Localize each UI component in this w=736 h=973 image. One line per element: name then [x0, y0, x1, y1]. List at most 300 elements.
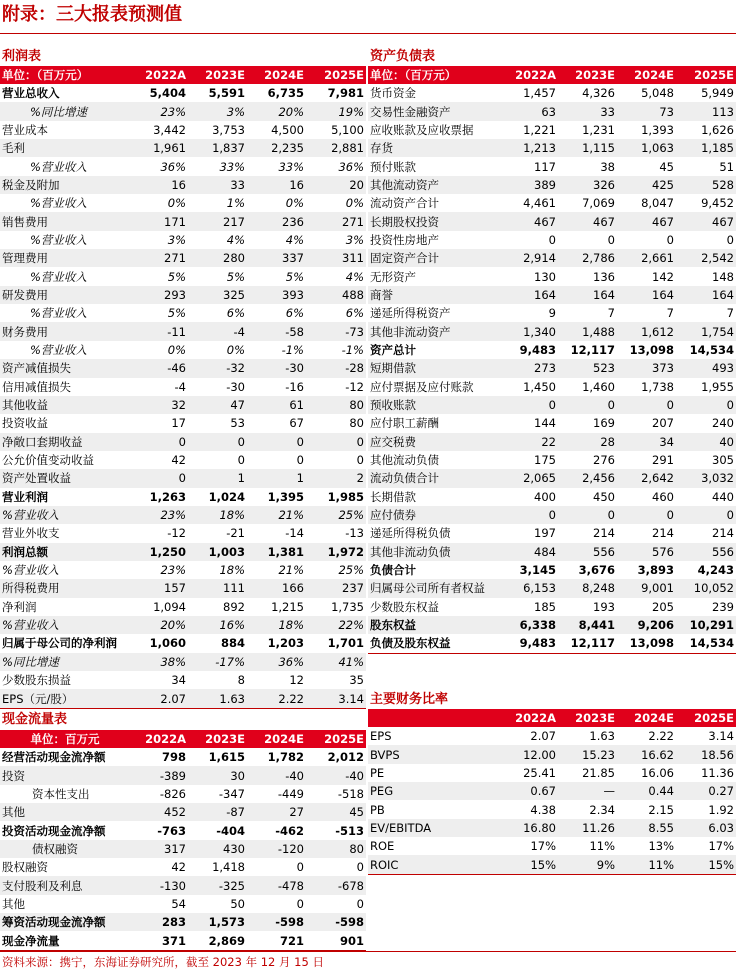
table-row — [0, 396, 366, 414]
row-label: %同比增速 — [0, 102, 130, 120]
row-label: 投资 — [0, 766, 130, 784]
table-row — [368, 561, 736, 579]
row-value: -28 — [306, 359, 366, 377]
row-value: 2.34 — [589, 802, 615, 817]
row-value: -30 — [247, 359, 306, 377]
row-label: 现金净流量 — [0, 931, 130, 950]
row-value: 1,612 — [617, 322, 676, 340]
row-value: 373 — [617, 359, 676, 377]
row-value: 35 — [349, 673, 364, 688]
table-row — [0, 876, 366, 894]
row-value: 38% — [130, 653, 188, 671]
row-label: 资产总计 — [370, 342, 416, 357]
row-value: 1,340 — [500, 322, 558, 340]
row-value: 0 — [676, 396, 736, 414]
row-value: 3% — [188, 102, 247, 120]
row-value: 276 — [593, 453, 615, 468]
row-value: 467 — [558, 212, 617, 230]
row-value: 16.80 — [500, 819, 558, 837]
row-value: 205 — [652, 599, 674, 614]
row-value: 0 — [356, 896, 364, 911]
row-value: 0% — [167, 342, 186, 357]
row-value: 1,961 — [130, 139, 188, 157]
row-value: 430 — [188, 840, 247, 858]
row-value: 528 — [676, 176, 736, 194]
row-value: 217 — [188, 212, 247, 230]
row-value: 18% — [219, 563, 245, 578]
row-label: 资本性支出 — [32, 786, 90, 801]
row-value: 9 — [548, 306, 556, 321]
row-value: 389 — [500, 176, 558, 194]
table-row — [368, 598, 736, 616]
row-value: 32 — [130, 396, 188, 414]
row-value: 15% — [676, 855, 736, 874]
row-value: 3,032 — [676, 469, 736, 487]
row-value: 16% — [188, 616, 247, 634]
row-value: 1% — [226, 196, 245, 211]
row-value: 1,263 — [149, 489, 186, 504]
row-value: 0 — [130, 469, 188, 487]
row-value: 34 — [171, 673, 186, 688]
row-value: -598 — [306, 913, 366, 931]
row-label: 流动资产合计 — [370, 196, 439, 211]
row-value: 67 — [289, 416, 304, 431]
row-value: 271 — [306, 212, 366, 230]
row-value: 164 — [617, 286, 676, 304]
table-row — [0, 139, 366, 157]
row-value: -1% — [341, 342, 364, 357]
row-value: -347 — [218, 786, 245, 801]
row-value: 10,291 — [676, 616, 736, 634]
row-value: -598 — [247, 913, 306, 931]
table-row — [368, 176, 736, 194]
row-value: 5% — [226, 269, 245, 284]
table-row — [368, 764, 736, 782]
row-label: 归属于母公司的净利润 — [2, 636, 117, 651]
row-value: 214 — [712, 526, 734, 541]
row-label: 经营活动现金流净额 — [2, 750, 106, 765]
income-statement-title: 利润表 — [2, 49, 42, 64]
header-unit-label: 单位：百万元 — [0, 730, 130, 748]
row-value: 467 — [500, 212, 558, 230]
row-value: 8,047 — [641, 196, 674, 211]
row-value: 6% — [345, 306, 364, 321]
row-value: 16 — [247, 176, 306, 194]
row-value: 45 — [306, 803, 366, 821]
table-row — [0, 653, 366, 671]
row-value: 4% — [285, 232, 304, 247]
row-value: 3,753 — [212, 122, 245, 137]
row-value: 1,024 — [208, 489, 245, 504]
row-value: 337 — [247, 249, 306, 267]
row-value: 467 — [617, 212, 676, 230]
table-row — [0, 616, 366, 634]
row-value: 13,098 — [629, 342, 674, 357]
row-label: %营业收入 — [30, 232, 87, 247]
row-value: — — [558, 782, 617, 800]
row-value: 13% — [648, 839, 674, 854]
row-value: 2 — [306, 469, 366, 487]
row-label: 管理费用 — [0, 249, 130, 267]
row-value: -32 — [188, 359, 247, 377]
row-value: 6% — [226, 306, 245, 321]
row-label: 长期股权投资 — [368, 212, 500, 230]
row-value: 80 — [306, 396, 366, 414]
header-year: 2022A — [500, 709, 558, 727]
table-row — [368, 855, 736, 874]
table-row — [0, 157, 366, 175]
table-row — [368, 469, 736, 487]
row-value: 0 — [500, 396, 558, 414]
table-row — [368, 782, 736, 800]
table-row — [0, 748, 366, 766]
row-value: 164 — [500, 286, 558, 304]
row-value: 1,837 — [188, 139, 247, 157]
row-value: 4.38 — [530, 802, 556, 817]
row-value: 1,615 — [208, 750, 245, 765]
row-value: 6.03 — [676, 819, 736, 837]
table-row — [0, 913, 366, 931]
row-label: 长期借款 — [370, 489, 416, 504]
row-label: 营业利润 — [2, 489, 48, 504]
row-value: 1,395 — [267, 489, 304, 504]
table-row — [368, 378, 736, 396]
header-year: 2023E — [558, 66, 617, 84]
row-value: 6,153 — [500, 579, 558, 597]
table-row — [0, 634, 366, 652]
table-row — [0, 359, 366, 377]
row-value: 10,052 — [676, 579, 736, 597]
table-row — [0, 469, 366, 487]
row-label: 递延所得税负债 — [370, 526, 451, 541]
row-value: 50 — [230, 896, 245, 911]
table-row — [368, 231, 736, 249]
row-value: 33% — [278, 159, 304, 174]
row-value: 1,221 — [523, 122, 556, 137]
row-value: 273 — [500, 359, 558, 377]
row-value: 1,063 — [617, 139, 676, 157]
row-value: 9,001 — [617, 579, 676, 597]
row-value: 22 — [500, 433, 558, 451]
row-value: 240 — [712, 416, 734, 431]
row-value: 5,048 — [641, 86, 674, 101]
row-value: -14 — [285, 526, 304, 541]
row-label: %营业收入 — [0, 616, 130, 634]
row-value: 19% — [306, 102, 366, 120]
table-row — [368, 157, 736, 175]
row-value: 1,215 — [271, 599, 304, 614]
row-value: 311 — [306, 249, 366, 267]
row-value: 0% — [285, 196, 304, 211]
row-value: 12.00 — [500, 745, 558, 763]
row-value: 111 — [188, 579, 247, 597]
table-row — [368, 121, 736, 139]
table-row — [368, 194, 736, 212]
row-value: 8,248 — [558, 579, 617, 597]
row-value: 7 — [607, 306, 615, 321]
row-label: %营业收入 — [30, 269, 87, 284]
row-value: 13,098 — [617, 634, 676, 653]
row-value: 2,456 — [558, 469, 617, 487]
row-label: 流动负债合计 — [368, 469, 500, 487]
row-value: 7 — [726, 306, 734, 321]
row-value: 51 — [719, 159, 734, 174]
row-value: 2,012 — [327, 750, 364, 765]
row-value: -1% — [281, 342, 304, 357]
row-value: 45 — [659, 159, 674, 174]
row-label: ROIC — [368, 855, 500, 874]
header-year: 2025E — [676, 66, 736, 84]
row-value: 1,955 — [701, 379, 734, 394]
row-label: %营业收入 — [2, 563, 59, 578]
row-value: 452 — [130, 803, 188, 821]
row-label: 资产减值损失 — [0, 359, 130, 377]
row-value: 283 — [130, 913, 188, 931]
row-label: 其他 — [2, 896, 25, 911]
row-label: %同比增速 — [0, 653, 130, 671]
row-value: 9,452 — [701, 196, 734, 211]
row-value: 2,869 — [188, 931, 247, 950]
row-value: 144 — [534, 416, 556, 431]
table-row — [368, 139, 736, 157]
row-value: 6,338 — [500, 616, 558, 634]
row-value: 1 — [188, 469, 247, 487]
table-header-row — [368, 709, 736, 727]
header-year: 2022A — [500, 66, 558, 84]
table-row — [0, 194, 366, 212]
row-value: 1,381 — [247, 543, 306, 561]
table-row — [368, 800, 736, 818]
row-value: 4% — [226, 232, 245, 247]
table-row — [368, 506, 736, 524]
row-label: 其他 — [0, 803, 130, 821]
row-value: -13 — [345, 526, 364, 541]
row-value: 271 — [130, 249, 188, 267]
row-value: 1,457 — [523, 86, 556, 101]
table-row — [0, 858, 366, 876]
row-value: 53 — [230, 416, 245, 431]
table-row — [368, 837, 736, 855]
row-value: 12 — [289, 673, 304, 688]
row-value: 493 — [676, 359, 736, 377]
row-value: 5% — [167, 306, 186, 321]
row-value: 136 — [593, 269, 615, 284]
row-value: 2,065 — [500, 469, 558, 487]
row-value: -12 — [345, 379, 364, 394]
row-value: 17% — [530, 839, 556, 854]
row-value: 16.06 — [641, 765, 674, 780]
cash-flow-title: 现金流量表 — [2, 712, 68, 727]
row-value: 305 — [712, 453, 734, 468]
row-value: 1.63 — [188, 689, 247, 708]
row-value: 18% — [247, 616, 306, 634]
row-value: 33 — [188, 176, 247, 194]
row-value: 11% — [617, 855, 676, 874]
row-value: 1,094 — [153, 599, 186, 614]
row-value: -46 — [130, 359, 188, 377]
page-title: 附录：三大报表预测值 — [2, 4, 182, 25]
row-label: 应付债券 — [368, 506, 500, 524]
row-value: 884 — [220, 636, 245, 651]
row-value: 22% — [306, 616, 366, 634]
row-label: 短期借款 — [368, 359, 500, 377]
row-label: 其他收益 — [0, 396, 130, 414]
row-value: 0 — [356, 860, 364, 875]
row-label: 其他流动资产 — [368, 176, 500, 194]
row-value: 8.55 — [617, 819, 676, 837]
row-value: 15.23 — [558, 745, 617, 763]
row-value: -12 — [167, 526, 186, 541]
row-value: 0 — [296, 860, 304, 875]
header-year: 2023E — [188, 730, 247, 748]
table-row — [368, 359, 736, 377]
header-unit-label: 单位：（百万元） — [368, 66, 500, 84]
row-value: 21% — [247, 506, 306, 524]
row-value: 0% — [226, 342, 245, 357]
row-value: 9,483 — [519, 342, 556, 357]
row-value: 47 — [188, 396, 247, 414]
header-year: 2024E — [617, 709, 676, 727]
balance-sheet-table — [368, 66, 736, 654]
row-value: 4,243 — [697, 563, 734, 578]
table-row — [0, 304, 366, 322]
row-value: -4 — [174, 379, 186, 394]
row-value: 0% — [345, 196, 364, 211]
row-value: 1,754 — [676, 322, 736, 340]
row-label: 应交税费 — [368, 433, 500, 451]
row-value: 197 — [534, 526, 556, 541]
row-label: 净敞口套期收益 — [0, 433, 130, 451]
row-label: 股东权益 — [368, 616, 500, 634]
row-value: 25% — [306, 506, 366, 524]
row-value: 18.56 — [676, 745, 736, 763]
row-value: 17% — [708, 839, 734, 854]
row-value: 798 — [161, 750, 186, 765]
row-label: 负债合计 — [370, 563, 416, 578]
row-label: 预收账款 — [368, 396, 500, 414]
row-value: 1,115 — [558, 139, 617, 157]
row-label: 应付票据及应付账款 — [370, 379, 474, 394]
row-value: 488 — [306, 286, 366, 304]
source-footnote: 资料来源：携宁，东海证券研究所，截至 2023 年 12 月 15 日 — [2, 955, 324, 969]
row-value: 36% — [338, 159, 364, 174]
row-value: 63 — [500, 102, 558, 120]
table-row — [368, 212, 736, 230]
row-value: -21 — [226, 526, 245, 541]
row-value: 236 — [247, 212, 306, 230]
row-value: 440 — [712, 489, 734, 504]
table-row — [0, 121, 366, 139]
key-ratios-table — [368, 709, 736, 875]
row-value: 0 — [726, 232, 734, 247]
row-value: 164 — [676, 286, 736, 304]
row-value: 1,738 — [641, 379, 674, 394]
row-label: ROE — [370, 839, 395, 854]
row-label: 少数股东权益 — [370, 599, 439, 614]
row-value: 3,442 — [153, 122, 186, 137]
row-value: 148 — [712, 269, 734, 284]
row-value: 0 — [558, 506, 617, 524]
table-header-row — [0, 730, 366, 748]
row-value: 12,117 — [558, 634, 617, 653]
row-value: 1.63 — [589, 729, 615, 744]
row-value: 2,661 — [617, 249, 676, 267]
row-value: 16 — [130, 176, 188, 194]
table-row — [0, 414, 366, 432]
row-value: 0 — [500, 506, 558, 524]
balance-sheet-title: 资产负债表 — [370, 49, 436, 64]
row-value: 2,786 — [558, 249, 617, 267]
row-value: 33 — [558, 102, 617, 120]
row-value: -16 — [285, 379, 304, 394]
row-value: 317 — [130, 840, 188, 858]
table-row — [368, 267, 736, 285]
row-label: 应收账款及应收票据 — [370, 122, 474, 137]
row-value: 9% — [558, 855, 617, 874]
row-value: -404 — [216, 823, 245, 838]
table-row — [0, 840, 366, 858]
row-value: 164 — [558, 286, 617, 304]
row-label: 税金及附加 — [0, 176, 130, 194]
row-value: -518 — [337, 786, 364, 801]
table-row — [368, 543, 736, 561]
row-value: 892 — [223, 599, 245, 614]
table-row — [368, 396, 736, 414]
row-value: 425 — [617, 176, 676, 194]
row-value: 0 — [617, 506, 676, 524]
table-row — [368, 433, 736, 451]
row-value: 113 — [676, 102, 736, 120]
row-value: 1,203 — [267, 636, 304, 651]
row-value: 5,100 — [331, 122, 364, 137]
row-value: 11.26 — [558, 819, 617, 837]
row-value: 556 — [676, 543, 736, 561]
table-row — [0, 433, 366, 451]
row-label: 交易性金融资产 — [368, 102, 500, 120]
row-value: 4% — [345, 269, 364, 284]
row-value: 5% — [167, 269, 186, 284]
table-row — [368, 322, 736, 340]
table-row — [0, 785, 366, 803]
row-value: 1,735 — [331, 599, 364, 614]
row-value: 21% — [278, 563, 304, 578]
header-year: 2024E — [247, 730, 306, 748]
row-value: 1,213 — [500, 139, 558, 157]
row-value: -826 — [159, 786, 186, 801]
title-divider — [0, 33, 736, 34]
header-unit-label: 单位：（百万元） — [0, 66, 130, 84]
row-value: 14,534 — [689, 342, 734, 357]
row-value: 30 — [188, 766, 247, 784]
row-value: 0.44 — [617, 782, 676, 800]
row-value: -678 — [306, 876, 366, 894]
row-label: 存货 — [368, 139, 500, 157]
row-value: 80 — [349, 416, 364, 431]
row-value: 36% — [247, 653, 306, 671]
row-label: 利润总额 — [0, 543, 130, 561]
row-label: 应付职工薪酬 — [370, 416, 439, 431]
row-value: 3.14 — [306, 689, 366, 708]
header-year: 2025E — [676, 709, 736, 727]
row-label: 毛利 — [0, 139, 130, 157]
row-value: 0 — [237, 453, 245, 468]
table-row — [368, 84, 736, 102]
table-row — [0, 766, 366, 784]
row-value: -130 — [130, 876, 188, 894]
row-value: -325 — [188, 876, 247, 894]
row-label: 无形资产 — [370, 269, 416, 284]
row-value: 28 — [558, 433, 617, 451]
